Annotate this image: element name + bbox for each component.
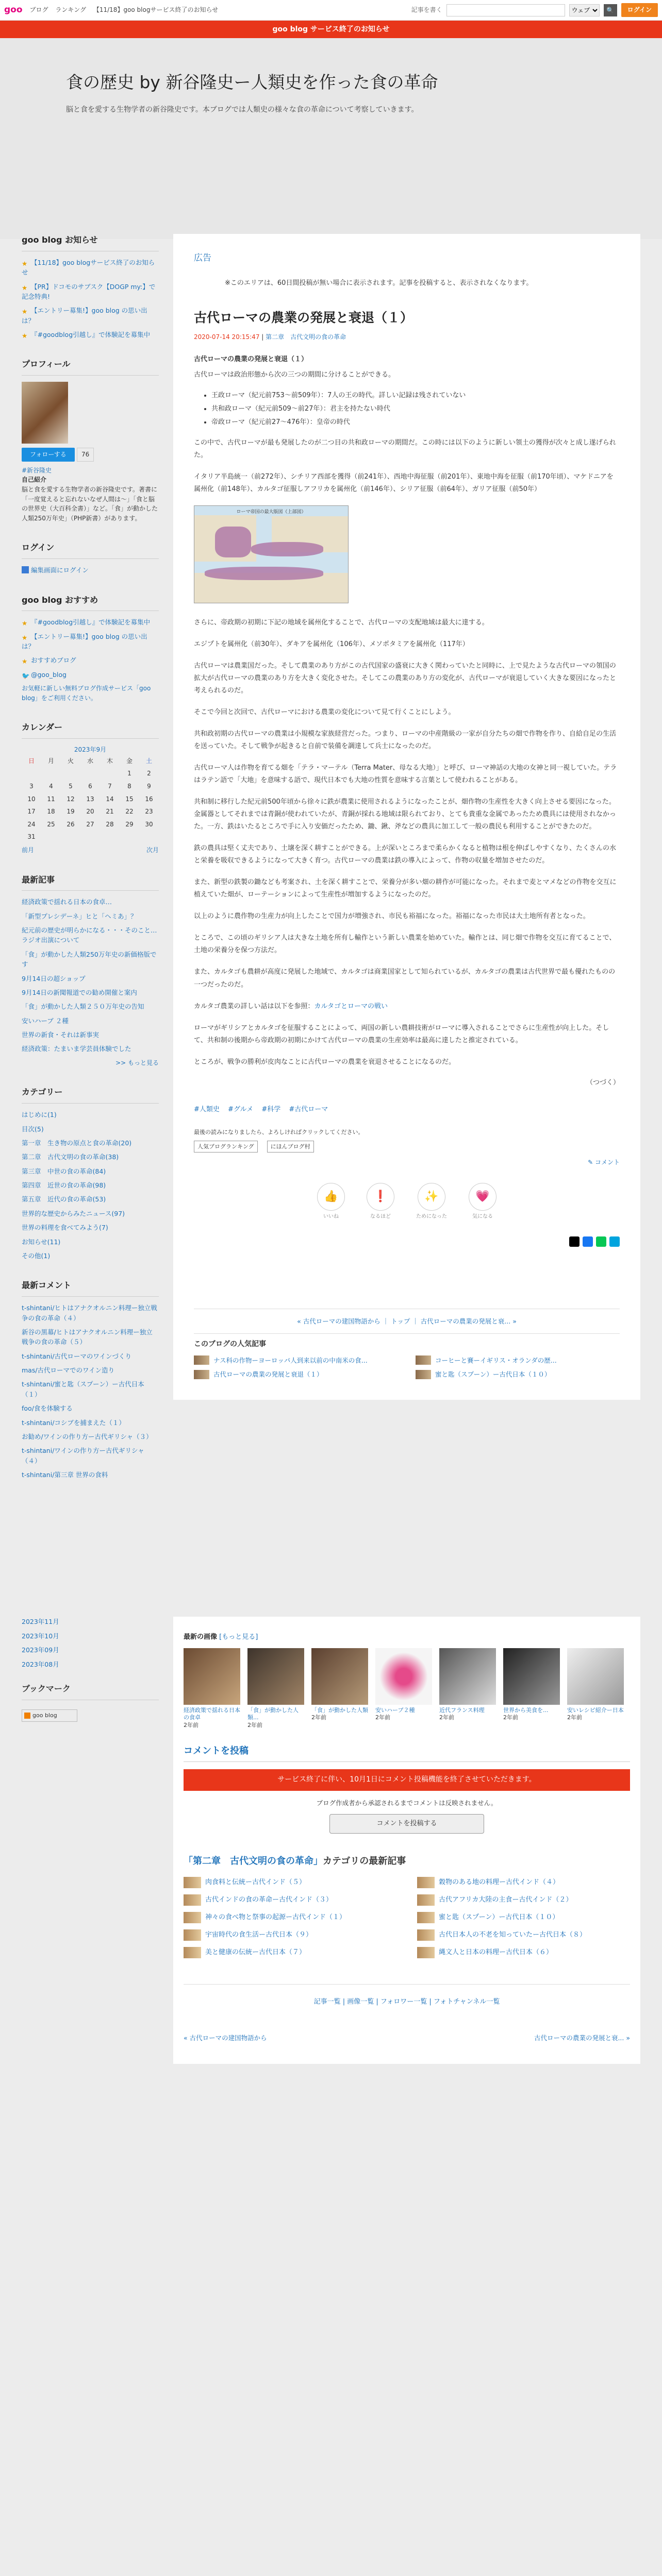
category-latest-title: 「第二章 古代文明の食の革命」カテゴリの最新記事 [184, 1856, 406, 1867]
reco-item[interactable]: ★ 『#goodblog引越し』で体験記を募集中 [22, 618, 151, 628]
reaction-like[interactable]: 👍 いいね [317, 1183, 345, 1221]
calendar-week: 1 2 [127, 770, 151, 777]
calendar-month: 2023年9月 [74, 746, 107, 754]
recent-item[interactable]: 「食」が動かした人類250万年史の新価格版です [22, 950, 157, 969]
item-thumb [184, 1912, 201, 1923]
recent-item[interactable]: 9月14日の超ショップ [22, 974, 86, 982]
follow-count: 76 [77, 448, 94, 462]
footer-links[interactable]: 記事一覧 | 画像一覧 | フォロワー一覧 | フォトチャンネル一覧 [184, 1984, 630, 2020]
category-latest-item[interactable]: 美と健康の伝統ー古代日本（７） [184, 1947, 396, 1958]
reco-item[interactable]: ★ おすすめブログ [22, 656, 76, 666]
line-share-icon[interactable] [596, 1236, 606, 1247]
bookmark-goo-blog[interactable]: goo blog [22, 1709, 77, 1722]
post-paragraph: 共和政初期の古代ローマの農業は小規模な家族経営だった。つまり、ローマの中産階級の一家が自分たちの畑で作物を作り、自給自足の生活を送っていた。そして戦争が起きると自前で装備を調達して兵士になったのだ。 [194, 730, 617, 750]
recent-item[interactable]: 「食」が動かした人類２５０万年史の告知 [22, 1003, 144, 1011]
post-paragraph: 鉄の農具は堅く丈夫であり、土壌を深く耕すことができる。上が深いところまで柔らかくなると植物は根を伸ばしやすくなり、たくさんの水と栄養を吸収できるようになって大きく育つ。古代ローマの農業は鉄の導入によって、作物の収量を増加させたのだ。 [194, 844, 617, 865]
calendar-week: 24 25 26 27 28 29 30 [27, 820, 153, 828]
thumb-image [439, 1648, 496, 1705]
image-thumb[interactable]: 「食」が動かした人類... 2年前 [247, 1648, 304, 1730]
recent-title: 最新記事 [22, 874, 159, 891]
comment-item[interactable]: foo/食を体験する [22, 1404, 73, 1413]
category-latest-item[interactable]: 古代日本人の不老を知っていたー古代日本（８） [417, 1929, 630, 1941]
blogmura-banner[interactable]: にほんブログ村 [267, 1141, 314, 1153]
comments-section [22, 1279, 159, 1480]
post-paragraph: 古代ローマは政治形態から次の三つの期間に分けることができる。 [194, 370, 395, 379]
reaction-interest[interactable]: 💗 気になる [469, 1183, 496, 1221]
post-paragraph: ところが、戦争の勝利が皮肉なことに古代ローマの農業を衰退させることになるのだ。 [194, 1058, 456, 1066]
thumb-image [503, 1648, 560, 1705]
post-paragraph: そこで今回と次回で、古代ローマにおける農業の変化について見て行くことにしよう。 [194, 708, 455, 716]
category-latest-item[interactable]: 穀物のある地の料理ー古代インド（４） [417, 1877, 630, 1888]
notice-section [22, 234, 159, 340]
category-latest [184, 1854, 630, 1958]
post-paragraph: この中で、古代ローマが最も発展したのが二つ目の共和政ローマの期間だ。この時には以下のように新しい領土の獲得が次々と成し遂げられた。 [194, 439, 616, 460]
calendar-section [22, 721, 159, 855]
top-right [411, 3, 658, 17]
category-item[interactable]: はじめに(1) [22, 1111, 57, 1119]
popular-item[interactable]: コーヒーと賽ーイギリス・オランダの歴... [416, 1355, 620, 1365]
search-button[interactable]: 🔍 [604, 4, 617, 16]
map-territory [205, 567, 323, 580]
post-paragraph: 古代ローマは農業国だった。そして農業のあり方がこの古代国家の盛衰に大きく関わっていたと同時に、上で見たような古代ローマの領国の拡大が古代ローマの農業のあり方を大きく変化させた。そしてこの農業のあり方の変化が、古代ローマが衰退していく大きな要因になったと考えられるのだ。 [194, 662, 617, 694]
category-item[interactable]: 目次(5) [22, 1125, 44, 1133]
x-share-icon[interactable] [569, 1236, 580, 1247]
nav-ranking[interactable]: ランキング [55, 6, 87, 14]
post-navigation[interactable]: « 古代ローマの建国物語から ｜ トップ ｜ 古代ローマの農業の発展と衰... » [194, 1309, 620, 1334]
category-item[interactable]: 第四章 近世の食の革命(98) [22, 1181, 106, 1190]
calendar-week: 3 4 5 6 7 8 9 [29, 782, 151, 790]
category-item[interactable]: 世界の料理を食べてみよう(7) [22, 1224, 108, 1232]
post-date: 2020-07-14 20:15:47 [194, 333, 260, 341]
ranking-banner[interactable]: 人気ブログランキング [194, 1141, 258, 1153]
star-icon: ★ [22, 332, 28, 340]
image-thumb[interactable]: 経済政策で揺れる日本の食卓 2年前 [184, 1648, 240, 1730]
profile-section [22, 358, 159, 523]
comment-box-title: コメントを投稿 [184, 1744, 630, 1762]
post-paragraph: ローマがギリシアとカルタゴを征服することによって、両国の新しい農耕技術がローマに導入されることでさらに生産性が向上した。そして、共和制の後期から帝政期の初期にかけて古代ローマの農業の生産効率は最高に達したと推定されている。 [194, 1024, 609, 1044]
thumb-image [375, 1648, 432, 1705]
archive-item[interactable]: 2023年10月 [22, 1632, 59, 1640]
bottom-sidebar [22, 1617, 159, 2063]
carthage-link[interactable]: カルタゴとローマの戦い [314, 1002, 388, 1010]
nav-notice[interactable]: 【11/18】goo blogサービス終了のお知らせ [93, 6, 219, 14]
share-buttons [194, 1236, 620, 1247]
login-icon [22, 566, 29, 573]
map-territory [215, 527, 251, 557]
category-item[interactable]: 第五章 近代の食の革命(53) [22, 1195, 106, 1204]
star-icon: ★ [22, 308, 28, 316]
search-scope-select[interactable] [569, 4, 600, 16]
post-paragraph: 古代ローマ人は作物を育てる畑を「テラ・マーテル（Terra Mater、母なる大地）」と呼び、ローマ神話の大地の女神と同一視していた。テラはラテン語で「大地」を意味する語で、現代日本でも大地の性質を意味する言葉として使われることがある。 [194, 764, 617, 784]
footer-post-nav [184, 2020, 630, 2048]
comments-title: 最新コメント [22, 1279, 159, 1297]
twitter-icon: 🐦 [22, 671, 30, 680]
category-item[interactable]: 第三章 中世の食の革命(84) [22, 1167, 106, 1175]
comment-end-notice[interactable]: サービス終了に伴い、10月1日にコメント投稿機能を終了させていただきます。 [184, 1769, 630, 1791]
popular-title: このブログの人気記事 [194, 1340, 266, 1348]
goo-logo[interactable]: goo [4, 5, 23, 15]
profile-handle[interactable]: #新谷隆史 [22, 466, 52, 474]
calendar-week: 10 11 12 13 14 15 16 [27, 795, 153, 803]
notice-item[interactable]: ★ 『#goodblog引越し』で体験記を募集中 [22, 331, 151, 340]
popular-thumb [416, 1355, 431, 1365]
post-meta: 2020-07-14 20:15:47 | 第二章 古代文明の食の革命 [194, 333, 346, 341]
post-paragraph: エジプトを属州化（前30年）、ダキアを属州化（106年）、メソポタミアを属州化（117年） [194, 640, 469, 648]
recent-more-link[interactable]: >> もっと見る [115, 1059, 159, 1066]
post-title[interactable]: 古代ローマの農業の発展と衰退（１） [194, 310, 413, 326]
item-thumb [184, 1877, 201, 1888]
popular-item[interactable]: ナス科の作物ーヨーロッパ人到来以前の中南米の食... [194, 1355, 398, 1365]
period-item: • 帝政ローマ（紀元前27〜476年）：皇帝の時代 [211, 417, 620, 428]
post-paragraph: 共和制に移行した紀元前500年頃から徐々に鉄が農業に使用されるようになったことが、畑作物の生産性を大きく向上させる要因になった。金属器としてそれまでは青銅が使われていたが、青銅が採れる地域は限られており、とても貴重な金属であったため農具には使用されなかった。一方、鉄はいたるところで手に入り安価だったため、鋤、鍬、斧などの農具に加工して一般の農民も利用することができたのだ。 [194, 798, 616, 831]
search-input[interactable] [446, 4, 565, 16]
image-thumb[interactable]: 世界から美食を... 2年前 [503, 1648, 560, 1730]
post-category[interactable]: 第二章 古代文明の食の革命 [266, 333, 346, 341]
comment-note: ブログ作成者から承認されるまでコメントは反映されません。 [316, 1799, 498, 1807]
tag[interactable]: #人類史 [194, 1105, 220, 1113]
star-icon: ★ [22, 283, 28, 292]
calendar-week: 31 [27, 833, 36, 841]
recommend-section [22, 594, 159, 703]
blog-title[interactable]: 食の歴史 by 新谷隆史ー人類史を作った食の革命 [66, 72, 438, 92]
latest-images-header: 最新の画像 [もっと見る] [184, 1633, 258, 1641]
category-latest-item[interactable]: 宇宙時代の食生活ー古代日本（９） [184, 1929, 396, 1941]
notice-item[interactable]: ★ 【エントリー募集!】goo blog の思い出は？ [22, 307, 147, 325]
post-paragraph: 以上のように農作物の生産力が向上したことで国力が増強され、市民も裕福になった。裕福になった市民は大土地所有者となった。 [194, 912, 590, 921]
reaction-insight[interactable]: ❗ なるほど [367, 1183, 394, 1221]
item-thumb [417, 1929, 435, 1941]
period-list [211, 391, 620, 428]
bottom-main [173, 1617, 640, 2063]
post-comment-button[interactable]: コメントを投稿する [329, 1814, 484, 1834]
calendar-week: 17 18 19 20 21 22 23 [27, 808, 153, 816]
profile-label: 自己紹介 [22, 476, 47, 484]
comment-item[interactable]: t-shintani/蜜と匙（スプーン）ー古代日本（１） [22, 1380, 144, 1398]
item-thumb [417, 1947, 435, 1958]
category-latest-item[interactable]: 神々の食べ物と祭事の起源ー古代インド（１） [184, 1912, 396, 1923]
latest-images [184, 1648, 630, 1730]
exclamation-icon: ❗ [367, 1183, 394, 1211]
post [194, 308, 620, 1379]
recent-item[interactable]: 安いハーブ ２種 [22, 1016, 69, 1025]
popular-thumb [416, 1370, 431, 1379]
hatena-share-icon[interactable] [609, 1236, 620, 1247]
period-item: • 王政ローマ（紀元前753〜前509年）：7人の王の時代。詳しい記録は残されていない [211, 391, 620, 401]
tag[interactable]: #グルメ [228, 1105, 254, 1113]
reaction-helpful[interactable]: ✨ ためになった [416, 1183, 447, 1221]
post-paragraph: さらに、帝政期の初期に下記の地域を属州化することで、古代ローマの支配地域は最大に達する。 [194, 618, 489, 626]
recent-item[interactable]: 「新型プレシデーネ」ヒと「ヘミあ」？ [22, 912, 137, 920]
category-latest-item[interactable]: 蜜と匙（スプーン）ー古代日本（１０） [417, 1912, 630, 1923]
star-icon: ★ [22, 619, 28, 628]
edit-login-link[interactable]: 編集画面にログイン [22, 565, 159, 575]
category-item[interactable]: 第二章 古代文明の食の革命(38) [22, 1153, 119, 1161]
archive-item[interactable]: 2023年08月 [22, 1660, 59, 1668]
ranking-banners [194, 1141, 620, 1153]
bottom-area [22, 1617, 640, 2063]
profile-image[interactable] [22, 382, 68, 444]
ad-note: ※このエリアは、60日間投稿が無い場合に表示されます。記事を投稿すると、表示されなくなります。 [225, 279, 533, 287]
category-latest-item[interactable]: 縄文人と日本の料理ー古代日本（６） [417, 1947, 630, 1958]
blog-header [0, 38, 662, 239]
notice-item[interactable]: ★ 【PR】ドコモのサブスク【DOGP my:】で 記念特典! [22, 282, 156, 300]
post-paragraph: また、カルタゴも農耕が高度に発展した地域で、カルタゴは商業国家として知られているが、カルタゴの農業は古代世界で最も優れたものの一つだったのだ。 [194, 968, 616, 989]
item-thumb [417, 1877, 435, 1888]
notice-title: goo blog お知らせ [22, 234, 159, 251]
follow-button[interactable]: フォローする [22, 448, 75, 462]
sparkle-icon: ✨ [418, 1183, 445, 1211]
login-title: ログイン [22, 541, 159, 559]
item-thumb [184, 1947, 201, 1958]
service-end-announcement[interactable]: goo blog サービス終了のお知らせ [0, 21, 662, 38]
calendar-table: 日 月 火 水 木 金 土 1 2 3 4 5 6 7 8 9 10 11 12 13 14 15 16 17 18 19 20 21 22 23 24 25 26 27 28 29 30 31 [22, 755, 159, 843]
top-nav [30, 5, 224, 15]
blog-description: 脳と食を愛する生物学者の新谷隆史です。本ブログでは人類史の様々な食の革命について考察していきます。 [66, 106, 419, 114]
login-section [22, 541, 159, 575]
recent-item[interactable]: 紀元前の歴史が明らかになる・・・そのこと…ラジオ出演について [22, 926, 157, 944]
category-item[interactable]: お知らせ(11) [22, 1238, 61, 1246]
comment-item[interactable]: t-shintani/古代ローマのワインづくり [22, 1352, 132, 1360]
recent-item[interactable]: 世界の新食・それは新事実 [22, 1031, 100, 1039]
comment-link[interactable]: ✎ コメント [588, 1159, 620, 1166]
reaction-buttons [194, 1183, 620, 1221]
thumb-image [311, 1648, 368, 1705]
page-gap [0, 1503, 662, 1617]
recent-item[interactable]: 経済政策で揺れる日本の食卓… [22, 898, 112, 906]
facebook-share-icon[interactable] [583, 1236, 593, 1247]
content-wrap [22, 234, 640, 1498]
reco-item[interactable]: ★ 【エントリー募集!】goo blog の思い出は？ [22, 632, 147, 651]
tag[interactable]: #科学 [261, 1105, 281, 1113]
category-latest-item[interactable]: 肉食料と伝統ー古代インド（５） [184, 1877, 396, 1888]
item-thumb [417, 1912, 435, 1923]
category-item[interactable]: その他(1) [22, 1251, 51, 1260]
image-thumb[interactable]: 近代フランス料理 2年前 [439, 1648, 496, 1730]
map-territory [251, 542, 323, 556]
image-thumb[interactable]: 安いハーブ２種 2年前 [375, 1648, 432, 1730]
write-post-link[interactable]: 記事を書く [411, 6, 442, 14]
latest-images-more[interactable]: [もっと見る] [219, 1633, 258, 1641]
popular-posts [194, 1339, 620, 1379]
thumb-image [247, 1648, 304, 1705]
comment-item[interactable]: お勧め/ワインの作り方ー古代ギリシャ（３） [22, 1432, 153, 1440]
comment-item[interactable]: mas/古代ローマでのワイン造り [22, 1366, 115, 1375]
bookmark-title: ブックマーク [22, 1683, 159, 1700]
comment-item[interactable]: t-shintani/ワインの作り方ー古代ギリシャ（４） [22, 1447, 144, 1465]
prev-post-link[interactable]: « 古代ローマの建国物語から [184, 2034, 267, 2042]
star-icon: ★ [22, 633, 28, 641]
main-content [173, 234, 640, 1400]
popular-thumb [194, 1370, 209, 1379]
comment-item[interactable]: t-shintani/ヒトはアナクオルニン料理ー独立戦争の食の革命（４） [22, 1304, 157, 1322]
post-paragraph: カルタゴ農業の詳しい話は以下を参照：カルタゴとローマの戦い [194, 1002, 388, 1010]
popular-item[interactable]: 蜜と匙（スプーン）ー古代日本（１０） [416, 1369, 620, 1379]
popular-item[interactable]: 古代ローマの農業の発展と衰退（１） [194, 1369, 398, 1379]
archive-item[interactable]: 2023年09月 [22, 1646, 59, 1654]
profile-title: プロフィール [22, 358, 159, 376]
heart-icon: 💗 [469, 1183, 496, 1211]
image-thumb[interactable]: 安いレシピ紹介ー日本 2年前 [567, 1648, 624, 1730]
archive-item[interactable]: 2023年11月 [22, 1618, 59, 1626]
map-caption: ローマ帝国の最大版図（上部図） [236, 509, 306, 515]
thumb-image [184, 1648, 240, 1705]
notice-item[interactable]: ★ 【11/18】goo blogサービス終了のお知らせ [22, 258, 155, 277]
post-paragraph: また、新型の鉄製の鋤なども考案され、土を深く耕すことで、栄養分が多い畑の耕作が可能になった。それまで麦とマメなどの作物を交互に植えていた畑が、ローテーションによって生産性が増加するようになったのだ。 [194, 878, 617, 899]
top-bar [0, 0, 662, 21]
calendar-title: カレンダー [22, 721, 159, 739]
roman-empire-map[interactable] [194, 505, 349, 603]
category-item[interactable]: 世界的な歴史からみたニュース(97) [22, 1209, 125, 1217]
login-button[interactable]: ログイン [621, 3, 658, 17]
item-thumb [184, 1894, 201, 1906]
comment-box [184, 1744, 630, 1834]
comment-item[interactable]: 新谷の黒幕/ヒトはアナクオルニン料理ー独立戦争の食の革命（５） [22, 1328, 153, 1346]
popular-thumb [194, 1355, 209, 1365]
period-item: • 共和政ローマ（紀元前509〜前27年）：君主を持たない時代 [211, 404, 620, 414]
item-thumb [184, 1929, 201, 1941]
thumb-image [567, 1648, 624, 1705]
continued-mark: （つづく） [586, 1078, 620, 1087]
category-latest-item[interactable]: 古代インドの食の革命ー古代インド（３） [184, 1894, 396, 1906]
item-thumb [417, 1894, 435, 1906]
category-latest-item[interactable]: 古代アフリカ大陸の主食ー古代インド（２） [417, 1894, 630, 1906]
category-section [22, 1086, 159, 1261]
post-paragraph: ところで、この頃のギリシア人は大きな土地を所有し輸作という新しい農業を始めていた。輸作とは、同じ畑で作物を交互に育てることで、土地の栄養分を保つ方法だ。 [194, 934, 616, 955]
star-icon: ★ [22, 657, 28, 666]
comment-item[interactable]: t-shintani/コシブを捕まえた（１） [22, 1418, 125, 1427]
nav-blog[interactable]: ブログ [29, 6, 48, 14]
calendar-next[interactable]: 次月 [146, 846, 159, 854]
sidebar [22, 234, 159, 1498]
recent-item[interactable]: 9月14日の新聞報道での勧め開催と案内 [22, 988, 137, 996]
reco-note[interactable]: お気軽に新しい無料ブログ作成サービス「goo blog」をご利用ください。 [22, 685, 151, 702]
tag[interactable]: #古代ローマ [289, 1105, 328, 1113]
recommend-title: goo blog おすすめ [22, 594, 159, 612]
calendar-prev[interactable]: 前月 [22, 846, 35, 854]
category-title: カテゴリー [22, 1086, 159, 1104]
reco-item[interactable]: 🐦 @goo_blog [22, 670, 67, 680]
ranking-note: 最後の読みになりましたら、よろしければクリックしてください。 [194, 1129, 364, 1136]
thumbs-up-icon: 👍 [317, 1183, 345, 1211]
post-paragraph: イタリア半島統一（前272年）、シチリア西部を獲得（前241年）、西地中海征服（前201年）、東地中海を征服（前170年頃）、マケドニアを属州化（前148年）、カルタゴ征服しアフリカを属州化（前146年）、シリア征服（前64年）、ガリア征服（前50年） [194, 473, 614, 494]
ad-label: 広告 [194, 253, 211, 263]
image-thumb[interactable]: 「食」が動かした人類 2年前 [311, 1648, 368, 1730]
post-heading: 古代ローマの農業の発展と衰退（１） [194, 355, 308, 363]
next-post-link[interactable]: 古代ローマの農業の発展と衰... » [534, 2034, 630, 2042]
recent-section [22, 874, 159, 1068]
category-item[interactable]: 第一章 生き物の原点と食の革命(20) [22, 1139, 132, 1147]
comment-item[interactable]: t-shintani/第三章 世界の食料 [22, 1471, 108, 1479]
tag-list [194, 1105, 620, 1115]
recent-item[interactable]: 経済政策：たまいま学芸員体験でした [22, 1045, 131, 1053]
profile-text: 脳と食を愛する生物学者の新谷隆史です。著書に「一度覚えると忘れないなぜ人間は～」「食と脳の世界史（大百科全書）」など。「食」が動かした人類250万年史」（PHP新書）があります。 [22, 486, 158, 522]
star-icon: ★ [22, 259, 28, 267]
